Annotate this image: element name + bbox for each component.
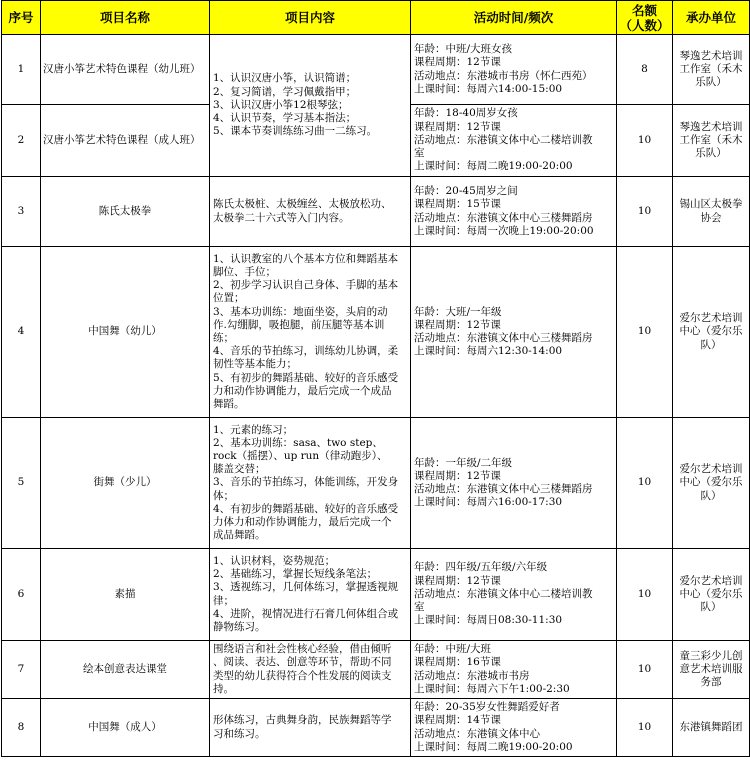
unit-line: 东港镇舞蹈团 [679, 720, 743, 733]
content-line: 力体力和动作协调能力，最后完成一个 [213, 516, 392, 528]
content-line: 1、认识汉唐小筝，认识简谱； [213, 72, 357, 85]
table-row [2, 418, 750, 549]
time-line: 上课时间：每周六12:30-14:00 [414, 345, 563, 358]
content-line: 2、初步学习认识自己身体、手脚的基本 [213, 279, 399, 292]
time-line: 上课时间：每周六16:00-17:30 [414, 496, 563, 509]
row-quota: 10 [617, 418, 673, 549]
time-line: 活动地点：东港镇文体中心 [414, 727, 540, 740]
table-row [2, 641, 750, 699]
unit-line: 中心（爱尔乐 [679, 325, 743, 338]
content-line: 持。 [213, 682, 234, 695]
time-line: 课程周期：12节课 [414, 469, 501, 482]
content-line: 位置； [213, 292, 245, 305]
content-line: 练； [213, 332, 234, 344]
row-index: 3 [2, 177, 41, 247]
content-line: 3、透视练习，几何体练习，掌握透视规 [213, 581, 399, 594]
content-line: 力和动作协调能力，最后完成一个成品 [213, 384, 392, 397]
content-line: 韧性等基本能力； [213, 358, 297, 371]
time-line: 上课时间：每周日08:30-11:30 [414, 614, 563, 627]
row-time [411, 418, 617, 549]
time-line: 上课时间：每周二晚19:00-20:00 [414, 160, 573, 173]
unit-line: 务部 [700, 676, 722, 689]
header-quota-line1: 名额 [631, 2, 657, 18]
row-quota: 10 [617, 699, 673, 757]
row-time [411, 177, 617, 247]
content-line: 舞蹈。 [213, 398, 245, 411]
content-line: 陈氏太极桩、太极缠丝、太极放松功、 [213, 198, 392, 211]
unit-line: 爱尔艺术培训 [679, 574, 743, 587]
time-line: 年龄：中班/大班 [414, 643, 492, 656]
unit-line: 协会 [700, 211, 722, 224]
time-line: 上课时间：每周六下午1:00-2:30 [414, 682, 570, 695]
header-name: 项目名称 [41, 1, 210, 35]
header-time: 活动时间/频次 [411, 1, 617, 35]
row-quota: 10 [617, 177, 673, 247]
row-content [210, 418, 411, 549]
header-row [2, 1, 750, 35]
time-line: 年龄：大班/一年级 [414, 305, 502, 318]
unit-line: 意艺术培训服 [679, 662, 743, 675]
time-line: 课程周期：15节课 [414, 198, 501, 211]
course-table [1, 0, 750, 757]
content-line: 4、认识节奏，学习基本指法； [213, 112, 357, 125]
row-index: 7 [2, 641, 41, 699]
content-line: 5、有初步的舞蹈基础、较好的音乐感受 [213, 371, 399, 384]
row-unit [673, 35, 750, 105]
time-line: 课程周期：12节课 [414, 56, 501, 69]
unit-line: 队） [700, 601, 722, 614]
row-unit [673, 177, 750, 247]
row-name: 街舞（少儿） [41, 418, 210, 549]
unit-line: 中心（爱尔乐 [679, 587, 743, 600]
row-content [210, 177, 411, 247]
time-line: 上课时间：每周二晚19:00-20:00 [414, 740, 573, 753]
content-line: 3、音乐的节拍练习，体能训练，开发身 [213, 476, 399, 489]
row-index: 5 [2, 418, 41, 549]
row-content [210, 549, 411, 641]
row-unit [673, 549, 750, 641]
time-line: 课程周期：12节课 [414, 318, 501, 331]
header-quota [617, 1, 673, 35]
content-line: 1、元素的练习； [213, 423, 294, 436]
content-line: 3、基本功训练：地面坐姿，头肩的动 [213, 305, 388, 318]
table-row [2, 35, 750, 105]
unit-line: 乐队） [695, 147, 727, 160]
unit-line: 爱尔艺术培训 [679, 312, 743, 325]
row-quota: 10 [617, 247, 673, 418]
content-line: 体； [213, 489, 234, 502]
row-name: 汉唐小筝艺术特色课程（成人班） [41, 105, 210, 177]
row-time [411, 35, 617, 105]
row-name: 绘本创意表达课堂 [41, 641, 210, 699]
time-line: 上课时间：每周六14:00-15:00 [414, 82, 563, 95]
content-line: 1、认识教室的八个基本方位和舞蹈基本 [213, 252, 399, 265]
header-index: 序号 [2, 1, 41, 35]
row-unit [673, 418, 750, 549]
time-line: 年龄：中班/大班女孩 [414, 43, 513, 56]
table-row [2, 247, 750, 418]
row-time [411, 549, 617, 641]
content-line: rock（摇摆）、up run（律动跑步）、 [213, 449, 388, 462]
content-line: 1、认识材料，姿势规范； [213, 554, 336, 567]
table-row [2, 549, 750, 641]
row-name: 中国舞（幼儿） [41, 247, 210, 418]
row-unit [673, 247, 750, 418]
row-time [411, 641, 617, 699]
header-unit: 承办单位 [673, 1, 750, 35]
time-line: 年龄：四年级/五年级/六年级 [414, 561, 548, 574]
unit-line: 琴逸艺术培训 [679, 120, 743, 133]
content-line: 4、音乐的节拍练习，训练幼儿协调，柔 [213, 345, 399, 358]
unit-line: 工作室（禾木 [679, 133, 743, 146]
content-line: 膝盖交替； [213, 463, 266, 476]
time-line: 上课时间：每周一次晚上19:00-20:00 [414, 224, 594, 237]
content-line: 、阅读、表达、创意等环节，帮助不同 [213, 656, 392, 669]
header-quota-line2: （人数） [619, 17, 670, 33]
table-row [2, 177, 750, 247]
content-line: 围绕语言和社会性核心经验，借由倾听 [213, 643, 392, 656]
content-line: 2、基础练习，掌握长短线条笔法； [213, 568, 378, 581]
unit-line: 工作室（禾木 [679, 62, 743, 75]
row-content-merged [210, 35, 411, 177]
content-line: 形体练习，古典舞身韵，民族舞蹈等学 [213, 714, 392, 727]
row-quota: 10 [617, 641, 673, 699]
time-line: 年龄：一年级/二年级 [414, 456, 513, 469]
time-line: 活动地点：东港镇文体中心三楼舞蹈房 [414, 483, 593, 495]
unit-line: 中心（爱尔乐 [679, 476, 743, 489]
row-name: 素描 [41, 549, 210, 641]
content-line: 习和练习。 [213, 727, 266, 740]
content-line: 3、认识汉唐小筝12根琴弦； [213, 98, 349, 111]
row-unit [673, 699, 750, 757]
content-line: 成品舞蹈。 [213, 529, 266, 542]
row-quota: 10 [617, 549, 673, 641]
time-line: 年龄：20-35岁女性舞蹈爱好者 [414, 701, 560, 714]
unit-line: 童三彩少儿创 [679, 649, 743, 662]
time-line: 活动地点：东港镇文体中心三楼舞蹈房 [414, 332, 593, 344]
unit-line: 队） [700, 489, 722, 502]
unit-line: 琴逸艺术培训 [679, 49, 743, 62]
time-line: 年龄：18-40周岁女孩 [414, 107, 518, 120]
time-line: 室 [414, 147, 425, 160]
time-line: 活动地点：东港镇文体中心二楼培训教 [414, 133, 593, 146]
row-unit [673, 641, 750, 699]
content-line: 脚位、手位； [213, 265, 276, 278]
time-line: 课程周期：12节课 [414, 574, 501, 587]
unit-line: 锡山区太极拳 [679, 198, 743, 211]
content-line: 太极拳二十六式等入门内容。 [213, 211, 350, 224]
time-line: 活动地点：东港城市书房（怀仁西苑） [414, 69, 593, 82]
row-name: 汉唐小筝艺术特色课程（幼儿班） [41, 35, 210, 105]
row-time [411, 105, 617, 177]
content-line: 2、复习简谱，学习佩戴指甲； [213, 85, 357, 98]
time-line: 课程周期：16节课 [414, 656, 501, 669]
time-line: 活动地点：东港镇文体中心二楼培训教 [414, 587, 593, 600]
header-content: 项目内容 [210, 1, 411, 35]
row-index: 4 [2, 247, 41, 418]
unit-line: 乐队） [695, 76, 727, 89]
time-line: 课程周期：14节课 [414, 714, 501, 727]
content-line: 律； [213, 594, 234, 607]
row-name: 中国舞（成人） [41, 699, 210, 757]
row-time [411, 247, 617, 418]
row-quota: 8 [617, 35, 673, 105]
time-line: 活动地点：东港城市书房 [414, 669, 530, 682]
content-line: 4、进阶，视情况进行石膏几何体组合或 [213, 607, 399, 620]
content-line: 5、课本节奏训练练习曲一二练习。 [213, 125, 378, 138]
content-line: 类型的幼儿获得符合个性发展的阅读支 [213, 669, 392, 682]
row-unit [673, 105, 750, 177]
row-content [210, 699, 411, 757]
time-line: 年龄：20-45周岁之间 [414, 185, 518, 198]
content-line: 静物练习。 [213, 620, 266, 633]
time-line: 课程周期：12节课 [414, 120, 501, 133]
unit-line: 队） [700, 338, 722, 351]
content-line: 作.勾绷脚，吸抱腿，前压腿等基本训 [213, 318, 385, 331]
unit-line: 爱尔艺术培训 [679, 463, 743, 476]
row-index: 1 [2, 35, 41, 105]
row-index: 8 [2, 699, 41, 757]
row-index: 6 [2, 549, 41, 641]
content-line: 4、有初步的舞蹈基础、较好的音乐感受 [213, 502, 399, 515]
row-name: 陈氏太极拳 [41, 177, 210, 247]
time-line: 室 [414, 601, 425, 614]
row-quota: 10 [617, 105, 673, 177]
row-content [210, 247, 411, 418]
table-row [2, 699, 750, 757]
time-line: 活动地点：东港镇文体中心三楼舞蹈房 [414, 211, 593, 224]
row-index: 2 [2, 105, 41, 177]
row-content [210, 641, 411, 699]
content-line: 2、基本功训练：sasa、two step、 [213, 436, 383, 449]
row-time [411, 699, 617, 757]
